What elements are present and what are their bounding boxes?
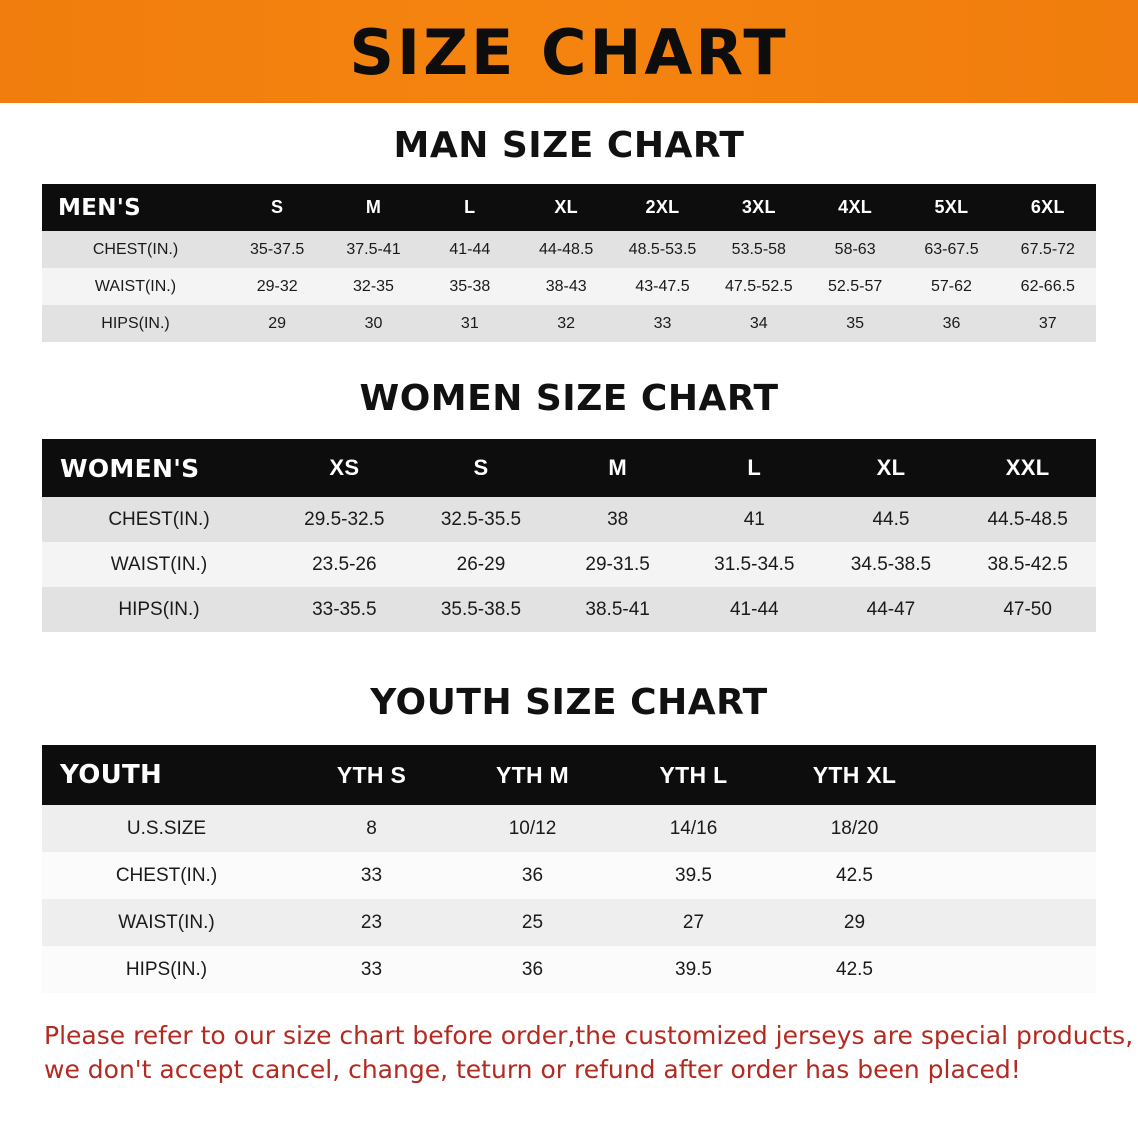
man-row-0-label: CHEST(IN.) [92, 240, 179, 258]
youth-cell-2-3: 29 [843, 911, 866, 933]
women-cell-1-1: 26-29 [456, 553, 506, 575]
man-cell-1-3: 38-43 [545, 277, 587, 295]
youth-table-body [42, 805, 1096, 993]
man-col-0: S [271, 197, 284, 217]
man-cell-2-5: 34 [749, 314, 768, 332]
women-table-body [42, 497, 1096, 632]
youth-row-2-label: WAIST(IN.) [118, 911, 215, 933]
women-cell-0-0: 29.5-32.5 [304, 508, 385, 530]
youth-cell-3-spacer [935, 946, 1096, 993]
women-cell-2-1: 35.5-38.5 [440, 598, 522, 620]
man-cell-2-3: 32 [557, 314, 576, 332]
man-row-2-label: HIPS(IN.) [101, 314, 170, 332]
man-cell-0-3: 44-48.5 [539, 240, 594, 258]
footer-note [44, 1019, 1134, 1087]
man-col-4: 2XL [645, 197, 680, 217]
man-cell-0-4: 48.5-53.5 [628, 240, 697, 258]
women-cell-2-4: 44-47 [866, 598, 916, 620]
youth-col-3: YTH XL [812, 761, 897, 788]
women-cell-0-1: 32.5-35.5 [440, 508, 522, 530]
women-cell-0-5: 44.5-48.5 [987, 508, 1068, 530]
women-cell-1-4: 34.5-38.5 [850, 553, 932, 575]
youth-cell-3-3: 42.5 [836, 958, 873, 980]
women-cell-2-0: 33-35.5 [312, 598, 377, 620]
youth-cell-1-spacer [935, 852, 1096, 899]
women-table-wrapper [42, 439, 1096, 632]
man-row-1-label: WAIST(IN.) [94, 277, 177, 295]
youth-cell-1-3: 42.5 [836, 864, 873, 886]
women-cell-1-5: 38.5-42.5 [987, 553, 1068, 575]
women-size-table [42, 439, 1096, 632]
man-cell-0-8: 67.5-72 [1020, 240, 1075, 258]
youth-cell-3-0: 33 [360, 958, 383, 980]
banner [0, 0, 1138, 103]
man-cell-2-6: 35 [846, 314, 865, 332]
women-col-0: XS [329, 455, 360, 480]
table-row [42, 946, 1096, 993]
women-section-title: WOMEN SIZE CHART [359, 378, 779, 419]
man-col-2: L [464, 197, 476, 217]
man-cell-1-0: 29-32 [256, 277, 298, 295]
women-cell-2-5: 47-50 [1003, 598, 1052, 620]
man-cell-0-7: 63-67.5 [924, 240, 979, 258]
youth-cell-1-0: 33 [360, 864, 383, 886]
youth-size-table [42, 745, 1096, 993]
man-col-3: XL [554, 197, 578, 217]
youth-cell-0-0: 8 [366, 817, 377, 839]
women-col-3: L [747, 455, 762, 480]
women-col-5: XXL [1005, 455, 1050, 480]
women-corner-label: WOMEN'S [60, 453, 200, 483]
page-title: SIZE CHART [349, 15, 789, 89]
youth-col-2: YTH L [659, 761, 728, 788]
man-cell-1-6: 52.5-57 [828, 277, 883, 295]
women-row-1-label: WAIST(IN.) [110, 553, 208, 575]
man-col-6: 4XL [838, 197, 873, 217]
women-col-2: M [608, 455, 627, 480]
youth-cell-0-1: 10/12 [508, 817, 557, 839]
man-cell-1-5: 47.5-52.5 [725, 277, 793, 295]
women-row-2-label: HIPS(IN.) [118, 598, 200, 620]
women-cell-0-2: 38 [607, 508, 629, 530]
youth-row-3-label: HIPS(IN.) [125, 958, 208, 980]
man-col-7: 5XL [934, 197, 969, 217]
man-cell-1-7: 57-62 [931, 277, 972, 295]
footer-note-line-2: we don't accept cancel, change, teturn or refund after order has been placed! [44, 1054, 1021, 1084]
women-table-header [42, 439, 1096, 497]
man-cell-1-4: 43-47.5 [635, 277, 690, 295]
man-cell-2-2: 31 [460, 314, 479, 332]
man-col-8: 6XL [1030, 197, 1065, 217]
youth-cell-1-2: 39.5 [675, 864, 712, 886]
table-row [42, 899, 1096, 946]
youth-cell-2-1: 25 [521, 911, 544, 933]
table-row [42, 587, 1096, 632]
table-row [42, 305, 1096, 342]
youth-cell-0-2: 14/16 [669, 817, 718, 839]
youth-cell-0-spacer [935, 805, 1096, 852]
man-cell-0-6: 58-63 [834, 240, 876, 258]
man-col-5: 3XL [741, 197, 776, 217]
women-cell-1-0: 23.5-26 [312, 553, 377, 575]
youth-table-wrapper [42, 745, 1096, 993]
women-col-4: XL [876, 455, 906, 480]
table-row [42, 497, 1096, 542]
man-cell-1-8: 62-66.5 [1020, 277, 1075, 295]
man-table-wrapper [42, 184, 1096, 342]
youth-corner-label: YOUTH [60, 760, 163, 790]
man-size-table [42, 184, 1096, 342]
man-cell-1-2: 35-38 [449, 277, 491, 295]
man-cell-0-2: 41-44 [449, 240, 491, 258]
man-col-1: M [365, 197, 382, 217]
table-row [42, 268, 1096, 305]
youth-cell-2-spacer [935, 899, 1096, 946]
man-corner-label: MEN'S [58, 194, 141, 221]
youth-cell-2-0: 23 [360, 911, 383, 933]
women-row-0-label: CHEST(IN.) [108, 508, 210, 530]
youth-cell-3-1: 36 [521, 958, 544, 980]
women-col-1: S [473, 455, 489, 480]
youth-col-0: YTH S [336, 761, 407, 788]
women-cell-1-2: 29-31.5 [585, 553, 650, 575]
footer-note-line-1: Please refer to our size chart before order,the customized jerseys are special products, [44, 1021, 1134, 1050]
youth-cell-2-2: 27 [682, 911, 705, 933]
table-header-row [42, 745, 1096, 805]
man-section-title: MAN SIZE CHART [393, 125, 745, 166]
women-cell-2-3: 41-44 [729, 598, 779, 620]
table-row [42, 852, 1096, 899]
man-table-body [42, 231, 1096, 342]
youth-col-spacer [935, 745, 1096, 805]
man-cell-1-1: 32-35 [353, 277, 394, 295]
youth-row-0-label: U.S.SIZE [126, 817, 207, 839]
table-row [42, 542, 1096, 587]
man-cell-0-0: 35-37.5 [250, 240, 305, 258]
table-row [42, 231, 1096, 268]
man-cell-2-0: 29 [268, 314, 287, 332]
women-cell-0-4: 44.5 [872, 508, 910, 530]
youth-table-header [42, 745, 1096, 805]
man-cell-2-4: 33 [653, 314, 672, 332]
youth-cell-3-2: 39.5 [675, 958, 712, 980]
youth-section-title: YOUTH SIZE CHART [370, 682, 768, 723]
table-row [42, 805, 1096, 852]
youth-cell-1-1: 36 [521, 864, 544, 886]
table-header-row [42, 184, 1096, 231]
youth-cell-0-3: 18/20 [830, 817, 879, 839]
man-cell-2-7: 36 [942, 314, 961, 332]
women-cell-1-3: 31.5-34.5 [714, 553, 795, 575]
man-cell-2-1: 30 [364, 314, 383, 332]
women-cell-2-2: 38.5-41 [585, 598, 650, 620]
man-cell-0-5: 53.5-58 [731, 240, 786, 258]
women-cell-0-3: 41 [743, 508, 765, 530]
table-header-row [42, 439, 1096, 497]
youth-col-1: YTH M [495, 761, 570, 788]
man-cell-0-1: 37.5-41 [346, 240, 401, 258]
man-table-header [42, 184, 1096, 231]
youth-row-1-label: CHEST(IN.) [115, 864, 218, 886]
man-cell-2-8: 37 [1038, 314, 1057, 332]
